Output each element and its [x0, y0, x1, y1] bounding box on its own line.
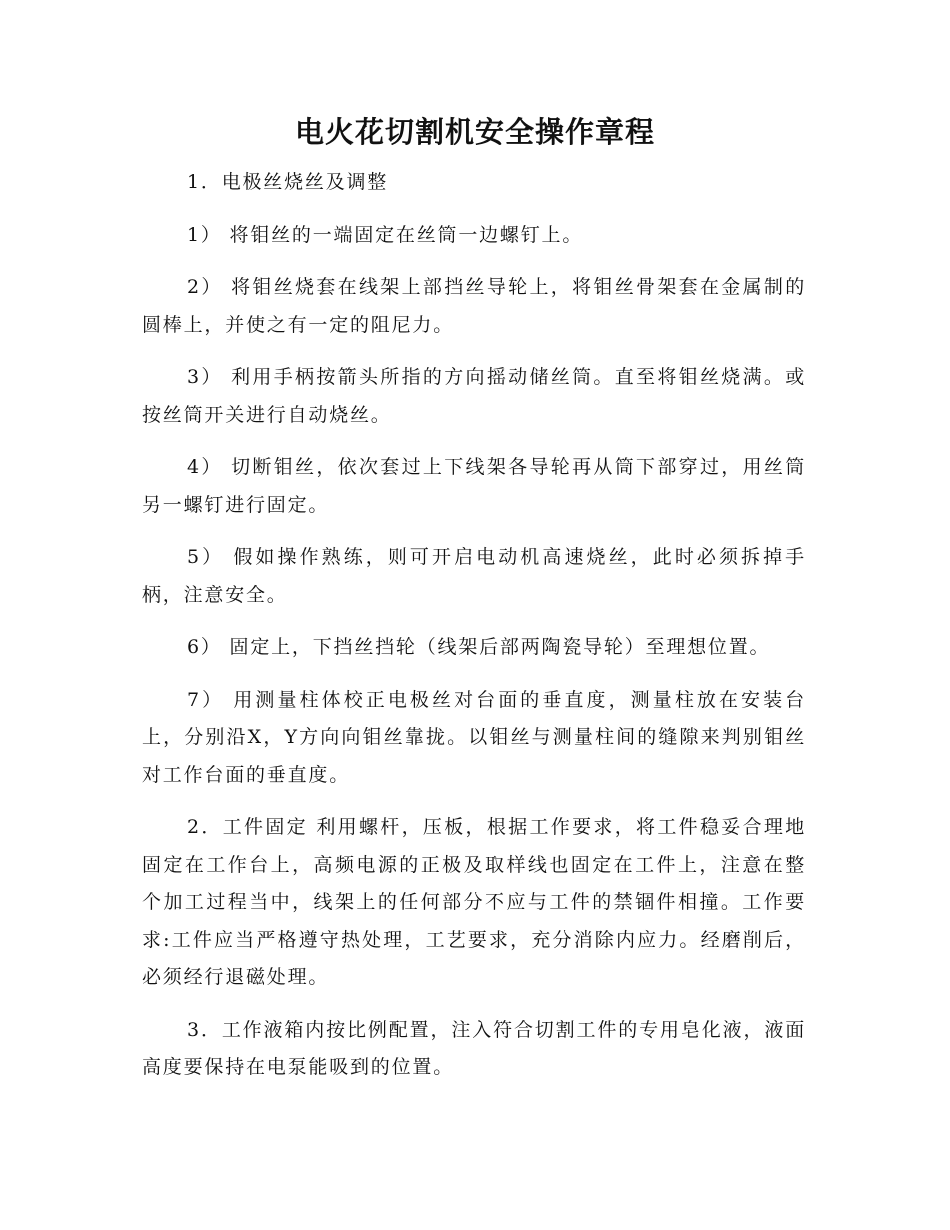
paragraph-section-3: 3．工作液箱内按比例配置，注入符合切割工件的专用皂化液，液面高度要保持在电泵能吸到的位置。 — [142, 1018, 806, 1078]
document-title: 电火花切割机安全操作章程 — [294, 115, 655, 149]
paragraph-step-7: 7） 用测量柱体校正电极丝对台面的垂直度，测量柱放在安装台上，分别沿X，Y方向向钼丝靠拢。以钼丝与测量柱间的缝隙来判别钼丝对工作台面的垂直度。 — [142, 688, 806, 786]
paragraph-step-3: 3） 利用手柄按箭头所指的方向摇动储丝筒。直至将钼丝烧满。或按丝筒开关进行自动烧丝。 — [142, 366, 806, 426]
paragraph-step-1: 1） 将钼丝的一端固定在丝筒一边螺钉上。 — [187, 223, 584, 246]
paragraph-step-6: 6） 固定上，下挡丝挡轮（线架后部两陶瓷导轮）至理想位置。 — [187, 636, 771, 658]
paragraph-section-1-heading: 1．电极丝烧丝及调整 — [187, 171, 389, 193]
document-body — [142, 164, 806, 1102]
paragraph-step-4: 4） 切断钼丝，依次套过上下线架各导轮再从筒下部穿过，用丝筒另一螺钉进行固定。 — [142, 456, 806, 516]
paragraph-section-2: 2．工件固定 利用螺杆，压板，根据工作要求，将工件稳妥合理地固定在工作台上，高频电源的正极及取样线也固定在工件上，注意在整个加工过程当中，线架上的任何部分不应与工件的禁锢件相撞。工作要求:工件应当严格遵守热处理，工艺要求，充分消除内应力。经磨削后，必须经行退磁处理。 — [142, 816, 806, 988]
paragraph-step-2: 2） 将钼丝烧套在线架上部挡丝导轮上，将钼丝骨架套在金属制的圆棒上，并使之有一定的阻尼力。 — [142, 276, 806, 336]
paragraph-step-5: 5） 假如操作熟练，则可开启电动机高速烧丝，此时必须拆掉手柄，注意安全。 — [142, 546, 806, 606]
